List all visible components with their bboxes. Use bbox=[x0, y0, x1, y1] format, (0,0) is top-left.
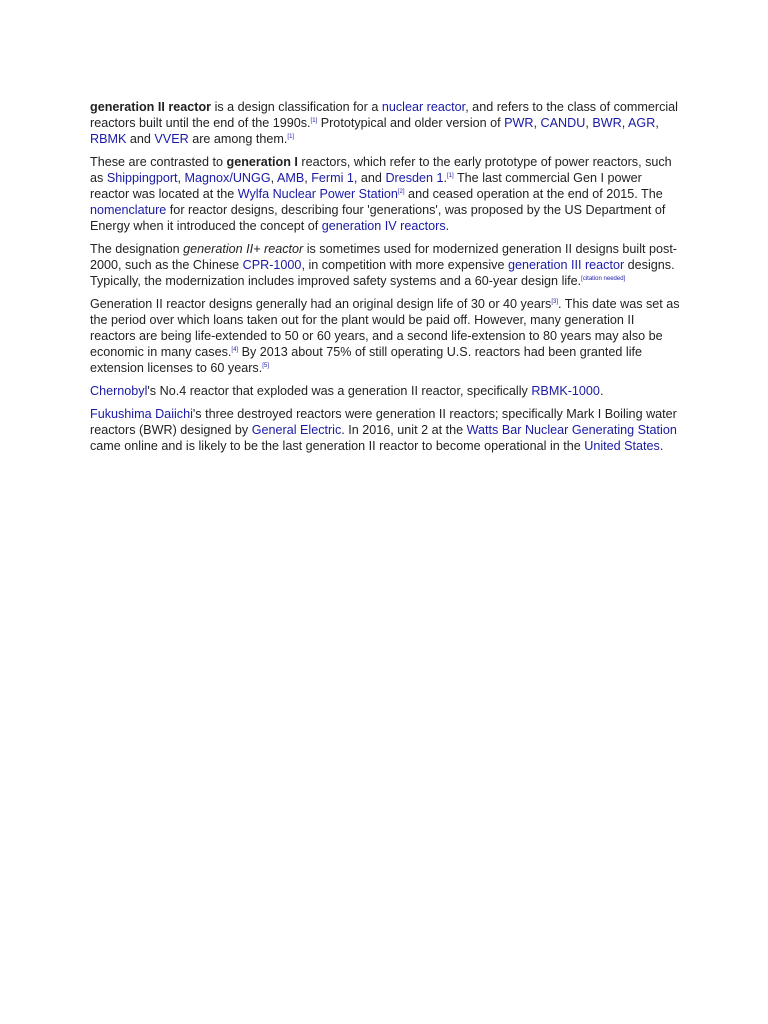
text: Generation II reactor designs generally had an original design life of 30 or 40 years bbox=[90, 297, 552, 311]
term-generation-ii-reactor: generation II reactor bbox=[90, 100, 212, 114]
paragraph-5 bbox=[90, 383, 682, 399]
citation-link[interactable]: [1] bbox=[287, 134, 295, 140]
text: , and refers to the class of commercial reactors built until the end of the 1990s. bbox=[90, 100, 678, 130]
text: The last commercial Gen I power reactor was located at the bbox=[90, 171, 642, 201]
link-shippingport[interactable]: Shippingport bbox=[106, 171, 178, 185]
link-fermi-1[interactable]: Fermi 1 bbox=[311, 171, 354, 185]
citation-needed-link[interactable]: [citation needed] bbox=[581, 276, 626, 282]
text: Prototypical and older version of bbox=[317, 116, 505, 130]
link-watts-bar[interactable]: Watts Bar Nuclear Generating Station bbox=[466, 423, 677, 437]
link-united-states[interactable]: United States bbox=[584, 439, 660, 453]
link-rbmk-1000[interactable]: RBMK-1000 bbox=[531, 384, 600, 398]
paragraph-6 bbox=[90, 406, 682, 454]
link-generation-iv-reactors[interactable]: generation IV reactors bbox=[321, 219, 446, 233]
text: . bbox=[445, 219, 450, 233]
link-general-electric[interactable]: General Electric bbox=[251, 423, 342, 437]
link-pwr[interactable]: PWR bbox=[504, 116, 534, 130]
text: is a design classification for a bbox=[211, 100, 382, 114]
link-generation-iii-reactor[interactable]: generation III reactor bbox=[507, 258, 625, 272]
text: is sometimes used for modernized generation II designs built post-2000, such as the Chinese bbox=[90, 242, 678, 272]
link-rbmk[interactable]: RBMK bbox=[90, 132, 127, 146]
text: 's three destroyed reactors were generation II reactors; specifically Mark I Boiling water reactors (BWR) designed by bbox=[90, 407, 677, 437]
text: . bbox=[659, 439, 664, 453]
link-nomenclature[interactable]: nomenclature bbox=[90, 203, 167, 217]
article-body bbox=[90, 99, 682, 461]
text: , bbox=[655, 116, 659, 130]
text: , bbox=[533, 116, 541, 130]
text: and ceased operation at the end of 2015. The bbox=[404, 187, 663, 201]
text: The designation bbox=[90, 242, 184, 256]
text: for reactor designs, describing four 'generations', was proposed by the US Department of Energy when it introduced the concept of bbox=[90, 203, 666, 233]
text: . bbox=[443, 171, 448, 185]
citation-link[interactable]: [4] bbox=[231, 347, 239, 353]
term-generation-ii-plus: generation II+ reactor bbox=[183, 242, 304, 256]
text: designs. Typically, the modernization includes improved safety systems and a 60-year design life. bbox=[90, 258, 675, 288]
text: . bbox=[599, 384, 604, 398]
term-generation-i: generation I bbox=[226, 155, 298, 169]
citation-link[interactable]: [5] bbox=[262, 363, 269, 369]
text: . In 2016, unit 2 at the bbox=[341, 423, 467, 437]
paragraph-2 bbox=[90, 154, 682, 234]
text: , in competition with more expensive bbox=[301, 258, 508, 272]
link-wylfa[interactable]: Wylfa Nuclear Power Station bbox=[237, 187, 398, 201]
link-nuclear-reactor[interactable]: nuclear reactor bbox=[381, 100, 466, 114]
text: and bbox=[126, 132, 155, 146]
paragraph-1 bbox=[90, 99, 682, 147]
text: , bbox=[177, 171, 185, 185]
citation-link[interactable]: [3] bbox=[551, 299, 559, 305]
text: , and bbox=[353, 171, 386, 185]
text: are among them. bbox=[188, 132, 288, 146]
link-agr[interactable]: AGR bbox=[628, 116, 656, 130]
citation-link[interactable]: [1] bbox=[447, 173, 454, 179]
link-chernobyl[interactable]: Chernobyl bbox=[90, 384, 148, 398]
text: , bbox=[304, 171, 312, 185]
text: These are contrasted to bbox=[90, 155, 227, 169]
link-bwr[interactable]: BWR bbox=[592, 116, 622, 130]
paragraph-4 bbox=[90, 296, 682, 376]
text: came online and is likely to be the last generation II reactor to become operational in the bbox=[90, 439, 585, 453]
text: 's No.4 reactor that exploded was a generation II reactor, specifically bbox=[147, 384, 532, 398]
text: By 2013 about 75% of still operating U.S. reactors had been granted life extension licenses to 60 years. bbox=[90, 345, 643, 375]
link-cpr-1000[interactable]: CPR-1000 bbox=[242, 258, 302, 272]
link-magnox-ungg[interactable]: Magnox/UNGG bbox=[184, 171, 271, 185]
text: , bbox=[585, 116, 593, 130]
citation-link[interactable]: [1] bbox=[310, 118, 318, 124]
text: , bbox=[621, 116, 629, 130]
link-fukushima-daiichi[interactable]: Fukushima Daiichi bbox=[90, 407, 193, 421]
link-candu[interactable]: CANDU bbox=[540, 116, 586, 130]
link-amb[interactable]: AMB bbox=[276, 171, 305, 185]
text: reactors, which refer to the early prototype of power reactors, such as bbox=[90, 155, 672, 185]
citation-link[interactable]: [2] bbox=[397, 189, 405, 195]
paragraph-3 bbox=[90, 241, 682, 289]
text: , bbox=[270, 171, 277, 185]
link-vver[interactable]: VVER bbox=[154, 132, 189, 146]
text: . This date was set as the period over which loans taken out for the plant would be paid off. However, many generation II reactors are being life-extended to 50 or 60 years, and a second life-extension to 80 years may also be economic in many cases. bbox=[90, 297, 680, 359]
link-dresden-1[interactable]: Dresden 1 bbox=[385, 171, 444, 185]
